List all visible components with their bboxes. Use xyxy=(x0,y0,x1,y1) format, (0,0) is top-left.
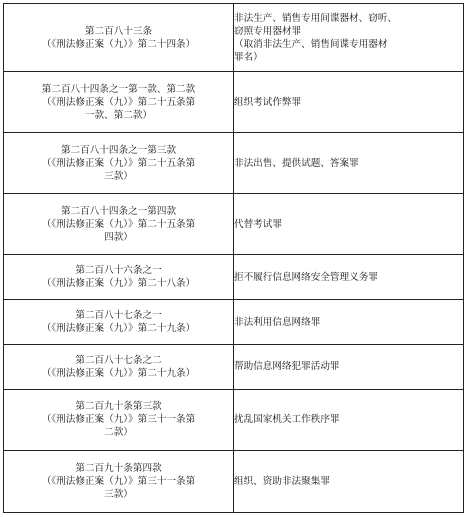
table-row xyxy=(4,345,464,390)
crime-name-line: 组织、资助非法聚集罪 xyxy=(234,475,330,487)
statute-line: 第二百八十四条之一第三款 xyxy=(60,144,177,156)
crime-name-cell xyxy=(234,450,464,512)
crime-name-cell xyxy=(234,4,464,72)
statute-line: 二款） xyxy=(104,427,133,439)
crime-name-line: 代替考试罪 xyxy=(234,218,282,230)
crime-name-cell xyxy=(234,133,464,194)
statute-line: 第二百八十七条之一 xyxy=(75,310,162,322)
statute-line: 第二百八十六条之一 xyxy=(75,265,162,277)
crime-name-line: 拒不履行信息网络安全管理义务罪 xyxy=(234,271,378,283)
table-row xyxy=(4,4,464,72)
statute-line: （《刑法修正案（九）》第二十五条第 xyxy=(41,96,196,108)
statute-line: 第二百八十四条之一第一款、第二款 xyxy=(41,83,196,95)
table-row xyxy=(4,450,464,512)
table-row xyxy=(4,194,464,255)
statute-line: （《刑法修正案（九）》第二十五条第 xyxy=(41,218,196,230)
crime-name-line: 非法生产、销售专用间谍器材、窃听、 xyxy=(234,12,398,24)
statute-cell xyxy=(4,345,234,390)
crime-name-cell xyxy=(234,345,464,390)
statute-line: 第二百八十七条之二 xyxy=(75,354,162,366)
statute-line: （《刑法修正案（九）》第二十八条） xyxy=(41,278,196,290)
statute-cell xyxy=(4,133,234,194)
statute-line: 第二百八十三条 xyxy=(84,25,153,37)
crime-name-cell xyxy=(234,72,464,133)
statute-line: （《刑法修正案（九）》第二十九条） xyxy=(41,323,196,335)
statute-line: 第二百九十条第三款 xyxy=(75,401,162,413)
statute-cell xyxy=(4,72,234,133)
crime-names-table xyxy=(3,3,464,513)
crime-name-line: 组织考试作弊罪 xyxy=(234,96,302,108)
statute-line: 三款） xyxy=(104,170,133,182)
table-row xyxy=(4,389,464,450)
statute-line: 第二百九十条第四款 xyxy=(75,462,162,474)
statute-cell xyxy=(4,255,234,300)
statute-line: 三款） xyxy=(104,488,133,500)
statute-line: （《刑法修正案（九）》第二十五条第 xyxy=(41,157,196,169)
crime-name-line: 非法出售、提供试题、答案罪 xyxy=(234,157,359,169)
table-row xyxy=(4,72,464,133)
crime-name-line: 扰乱国家机关工作秩序罪 xyxy=(234,414,340,426)
statute-line: （《刑法修正案（九）》第二十四条） xyxy=(41,38,196,50)
crime-name-cell xyxy=(234,300,464,345)
table-row xyxy=(4,133,464,194)
statute-line: （《刑法修正案（九）》第三十一条第 xyxy=(41,414,196,426)
statute-cell xyxy=(4,450,234,512)
table-row xyxy=(4,300,464,345)
crime-name-line: 帮助信息网络犯罪活动罪 xyxy=(234,361,340,373)
crime-name-line: 非法利用信息网络罪 xyxy=(234,316,321,328)
crime-name-cell xyxy=(234,194,464,255)
statute-line: （《刑法修正案（九）》第二十九条） xyxy=(41,367,196,379)
crime-name-line: 窃照专用器材罪 xyxy=(234,25,302,37)
statute-line: 四款） xyxy=(104,231,133,243)
crime-name-cell xyxy=(234,255,464,300)
crime-name-line: 罪名） xyxy=(234,51,263,63)
statute-cell xyxy=(4,4,234,72)
statute-cell xyxy=(4,389,234,450)
statute-line: （《刑法修正案（九）》第三十一条第 xyxy=(41,475,196,487)
crime-name-line: （取消非法生产、销售间谍专用器材 xyxy=(234,38,388,50)
crime-name-cell xyxy=(234,389,464,450)
statute-line: 第二百八十四条之一第四款 xyxy=(60,205,177,217)
statute-cell xyxy=(4,194,234,255)
table-row xyxy=(4,255,464,300)
statute-line: 一款、第二款） xyxy=(84,109,153,121)
statute-cell xyxy=(4,300,234,345)
